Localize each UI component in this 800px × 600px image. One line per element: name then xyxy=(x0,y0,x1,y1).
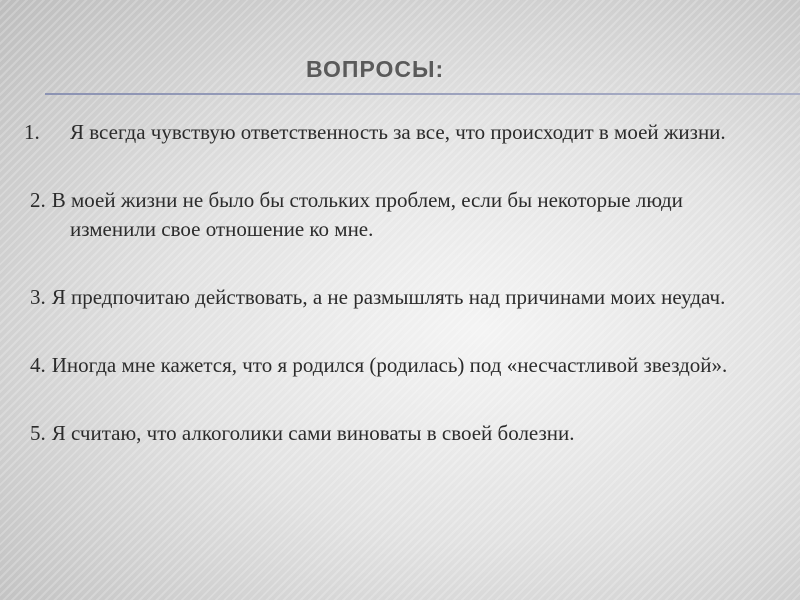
question-text: Иногда мне кажется, что я родился (родилась) под «несчастливой звездой». xyxy=(51,353,728,377)
question-item xyxy=(24,419,769,448)
question-number: 4. xyxy=(30,353,46,377)
question-text: Я предпочитаю действовать, а не размышлять над причинами моих неудач. xyxy=(51,285,726,309)
question-item xyxy=(24,351,769,380)
slide-title: ВОПРОСЫ: xyxy=(306,56,445,82)
question-item xyxy=(24,118,769,147)
question-number: 5. xyxy=(30,421,46,445)
question-text: Я всегда чувствую ответственность за все, что происходит в моей жизни. xyxy=(70,120,726,144)
question-text: Я считаю, что алкоголики сами виноваты в своей болезни. xyxy=(51,421,575,445)
question-list xyxy=(24,118,769,487)
title-divider xyxy=(45,93,800,95)
question-number: 3. xyxy=(30,285,46,309)
question-item xyxy=(24,186,769,244)
question-text: В моей жизни не было бы стольких проблем, если бы некоторые люди изменили свое отношение ко мне. xyxy=(51,188,683,241)
question-number: 1. xyxy=(24,120,40,144)
question-number: 2. xyxy=(30,188,46,212)
question-item xyxy=(24,283,769,312)
